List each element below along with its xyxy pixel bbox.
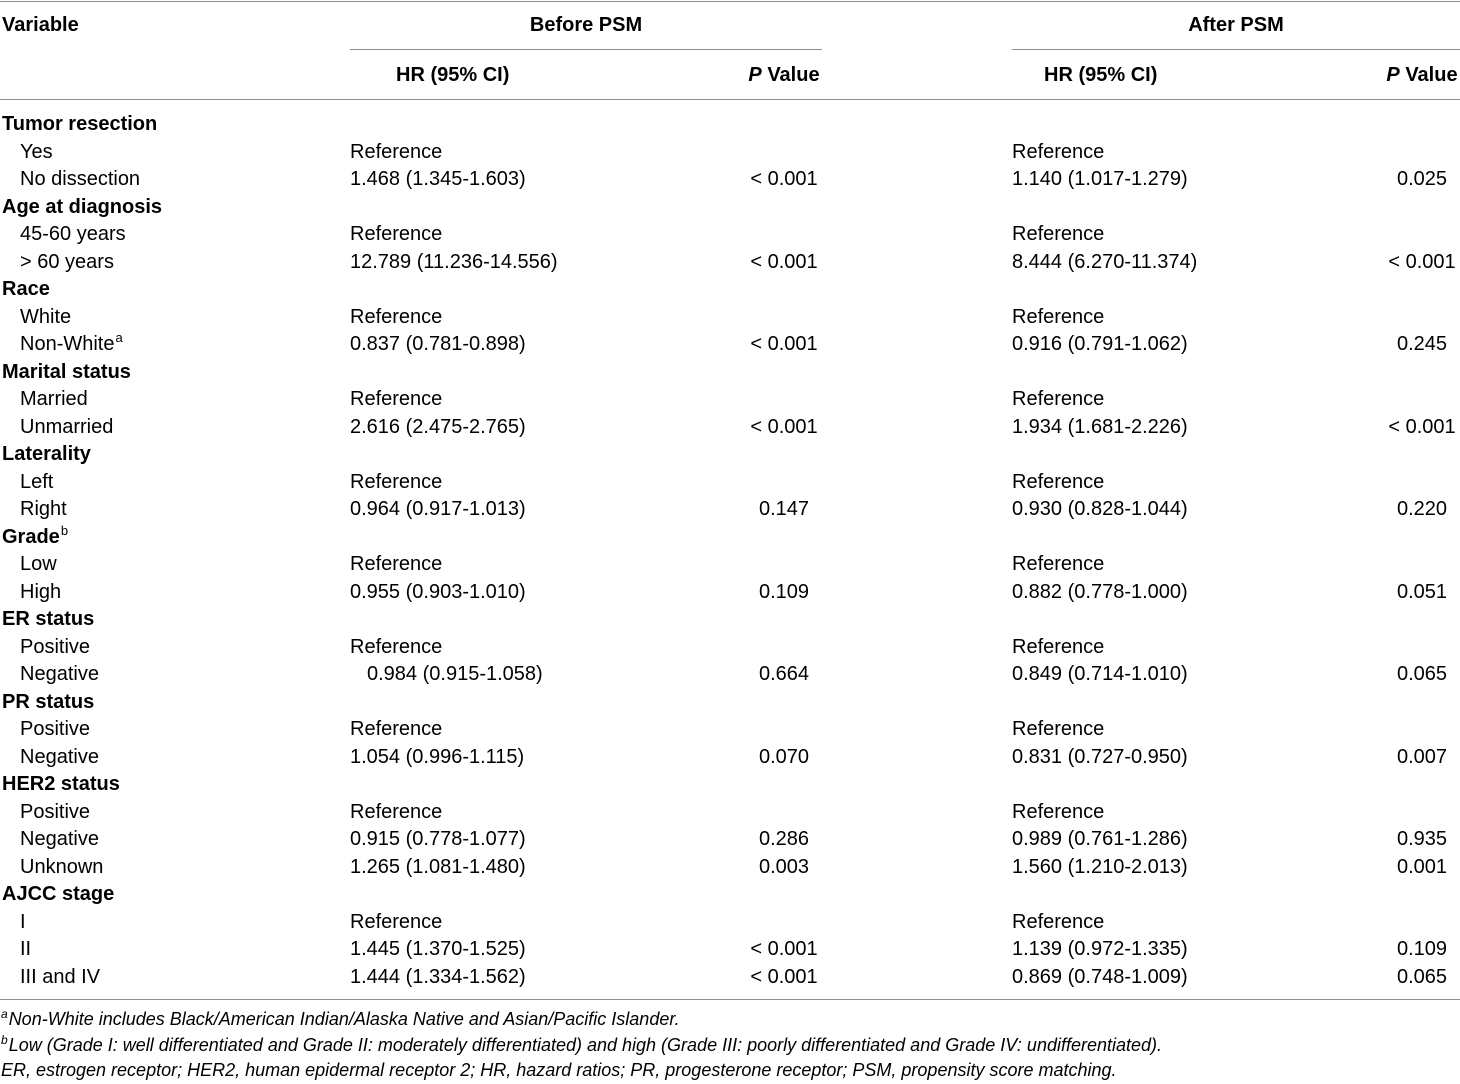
row-marital-status-unmarried [0, 414, 1460, 442]
row-marital-status-married [0, 386, 1460, 414]
after-p-cell: 0.025 [1396, 168, 1448, 190]
group-label-text: Marital status [2, 360, 131, 383]
group-row-race [0, 276, 1460, 304]
before-hr-cell: 1.445 (1.370-1.525) [350, 938, 526, 960]
before-p-cell: < 0.001 [750, 965, 818, 988]
row-er-status-positive [0, 634, 1460, 662]
after-hr-cell: Reference [1012, 388, 1105, 410]
footnote-b [1, 1033, 1460, 1059]
after-hr-cell: 1.139 (0.972-1.335) [1012, 938, 1188, 960]
row-label [0, 386, 350, 414]
row-grade-low [0, 551, 1460, 579]
row-tumor-resection-yes [0, 139, 1460, 167]
p-symbol: P [1386, 64, 1400, 86]
row-her2-status-positive [0, 799, 1460, 827]
value-word: Value [1405, 64, 1458, 86]
row-label [0, 304, 350, 332]
row-pr-status-positive [0, 716, 1460, 744]
row-label-text: Left [20, 470, 54, 493]
variable-header: Variable [2, 14, 79, 36]
row-label-text: II [20, 938, 32, 960]
after-p-cell: 0.007 [1396, 745, 1448, 768]
group-label-text: Race [2, 278, 50, 300]
before-p-cell: < 0.001 [750, 938, 818, 960]
row-ajcc-stage-i [0, 909, 1460, 937]
row-pr-status-negative [0, 744, 1460, 772]
before-hr-cell: Reference [350, 800, 443, 823]
group-label [0, 606, 350, 634]
after-psm-header: After PSM [1012, 2, 1460, 50]
before-p-cell: < 0.001 [750, 168, 818, 190]
group-label-text: Laterality [2, 443, 91, 465]
row-label [0, 744, 350, 772]
table-body [0, 100, 1460, 1000]
before-hr-cell: 2.616 (2.475-2.765) [350, 415, 526, 438]
after-p-cell: 0.065 [1396, 663, 1448, 685]
row-label-text: Yes [20, 140, 53, 163]
before-hr-cell: 12.789 (11.236-14.556) [350, 250, 558, 273]
before-p-cell: 0.070 [758, 745, 810, 768]
after-hr-cell: Reference [1012, 635, 1105, 658]
group-row-tumor-resection [0, 111, 1460, 139]
footnote-mark: a [1, 1007, 8, 1021]
before-hr-cell: 0.915 (0.778-1.077) [350, 828, 526, 850]
row-label [0, 799, 350, 827]
before-p-cell: 0.147 [758, 498, 810, 520]
after-hr-cell: 0.869 (0.748-1.009) [1012, 965, 1188, 988]
row-label [0, 496, 350, 524]
row-race-white [0, 304, 1460, 332]
row-label-text: Negative [20, 663, 99, 685]
row-ajcc-stage-ii [0, 936, 1460, 964]
p-symbol: P [748, 64, 762, 86]
after-hr-cell: 1.140 (1.017-1.279) [1012, 168, 1188, 190]
footnote-mark: a [115, 330, 123, 345]
after-p-cell: 0.220 [1396, 498, 1448, 520]
before-p-cell: 0.109 [758, 580, 810, 603]
after-hr-cell: Reference [1012, 140, 1105, 163]
group-label [0, 771, 350, 799]
after-hr-cell: Reference [1012, 470, 1105, 493]
after-hr-cell: Reference [1012, 553, 1105, 575]
footnote-a [1, 1007, 1460, 1033]
row-label [0, 331, 350, 359]
row-label-text: Non-White [20, 333, 115, 355]
before-hr-cell: Reference [350, 305, 443, 328]
after-hr-cell: 0.989 (0.761-1.286) [1012, 828, 1188, 850]
before-hr-cell: Reference [350, 140, 443, 163]
row-label [0, 579, 350, 607]
row-label [0, 634, 350, 662]
before-hr-cell: Reference [350, 718, 443, 740]
after-hr-cell: 0.882 (0.778-1.000) [1012, 580, 1188, 603]
after-hr-cell: 0.916 (0.791-1.062) [1012, 333, 1188, 355]
row-her2-status-unknown [0, 854, 1460, 882]
row-label-text: Low [20, 553, 57, 575]
row-label [0, 964, 350, 992]
group-label [0, 881, 350, 909]
before-psm-header: Before PSM [350, 2, 822, 50]
row-label [0, 936, 350, 964]
row-label-text: Married [20, 388, 88, 410]
before-hr-cell: Reference [350, 553, 443, 575]
group-row-age-at-diagnosis [0, 194, 1460, 222]
row-label [0, 716, 350, 744]
row-laterality-left [0, 469, 1460, 497]
row-label [0, 414, 350, 442]
row-age-at-diagnosis-45-60-years [0, 221, 1460, 249]
row-ajcc-stage-iii-and-iv [0, 964, 1460, 992]
after-p-cell: < 0.001 [1388, 250, 1456, 273]
group-label-text: Tumor resection [2, 113, 158, 135]
after-hr-cell: 1.934 (1.681-2.226) [1012, 415, 1188, 438]
group-label-text: ER status [2, 608, 95, 630]
row-label [0, 551, 350, 579]
footnote-text: ER, estrogen receptor; HER2, human epidermal receptor 2; HR, hazard ratios; PR, progesterone receptor; PSM, propensity score matching. [1, 1060, 1117, 1080]
after-p-cell: 0.245 [1396, 333, 1448, 355]
footnote-text: Low (Grade I: well differentiated and Grade II: moderately differentiated) and high (Grade III: poorly differentiated and Grade IV: undifferentiated). [8, 1034, 1163, 1055]
footnote-mark: b [1, 1032, 8, 1047]
before-hr-cell: 0.964 (0.917-1.013) [350, 498, 526, 520]
row-label [0, 854, 350, 882]
before-p-value-header [746, 50, 822, 99]
before-hr-cell: 1.444 (1.334-1.562) [350, 965, 526, 988]
after-p-cell: 0.065 [1396, 965, 1448, 988]
row-race-non-white [0, 331, 1460, 359]
group-row-er-status [0, 606, 1460, 634]
group-label-text: Age at diagnosis [2, 195, 163, 218]
row-label-text: III and IV [20, 965, 101, 988]
group-row-pr-status [0, 689, 1460, 717]
footnote-abbreviations [1, 1058, 1460, 1084]
group-label [0, 194, 350, 222]
group-label-text: PR status [2, 690, 95, 713]
group-row-her2-status [0, 771, 1460, 799]
before-hr-cell: Reference [350, 223, 443, 245]
row-grade-high [0, 579, 1460, 607]
row-label-text: I [20, 910, 26, 933]
before-hr-cell: Reference [350, 388, 443, 410]
after-p-cell: 0.051 [1396, 580, 1448, 603]
after-hr-cell: Reference [1012, 800, 1105, 823]
after-p-cell: < 0.001 [1388, 415, 1456, 438]
row-label [0, 826, 350, 854]
group-label [0, 276, 350, 304]
after-hr-cell: 0.849 (0.714-1.010) [1012, 663, 1188, 685]
before-hr-cell: 0.984 (0.915-1.058) [367, 663, 543, 685]
after-p-value-header [1384, 50, 1460, 99]
group-label [0, 524, 350, 552]
value-word: Value [767, 64, 820, 86]
row-label-text: Unmarried [20, 415, 114, 438]
after-hr-cell: Reference [1012, 223, 1105, 245]
row-label-text: High [20, 580, 62, 603]
group-row-laterality [0, 441, 1460, 469]
group-label-text: Grade [2, 525, 60, 548]
before-p-cell: < 0.001 [750, 250, 818, 273]
row-label-text: Negative [20, 828, 99, 850]
before-p-cell: 0.003 [758, 855, 810, 878]
before-p-cell: 0.664 [758, 663, 810, 685]
before-hr-header: HR (95% CI) [396, 64, 510, 86]
before-hr-cell: Reference [350, 910, 443, 933]
header-row-columns [0, 50, 1460, 100]
before-hr-cell: 1.054 (0.996-1.115) [350, 745, 525, 768]
after-hr-header: HR (95% CI) [1044, 64, 1158, 86]
before-hr-cell: Reference [350, 470, 443, 493]
row-label [0, 221, 350, 249]
row-her2-status-negative [0, 826, 1460, 854]
row-label [0, 139, 350, 167]
after-hr-cell: 1.560 (1.210-2.013) [1012, 855, 1188, 878]
row-label-text: 45-60 years [20, 223, 126, 245]
after-hr-cell: Reference [1012, 910, 1105, 933]
group-row-marital-status [0, 359, 1460, 387]
row-label [0, 469, 350, 497]
before-hr-cell: 1.265 (1.081-1.480) [350, 855, 526, 878]
before-p-cell: < 0.001 [750, 415, 818, 438]
row-label-text: Negative [20, 745, 99, 768]
row-label [0, 166, 350, 194]
after-p-cell: 0.935 [1396, 828, 1448, 850]
after-hr-cell: Reference [1012, 718, 1105, 740]
before-hr-cell: Reference [350, 635, 443, 658]
group-label [0, 111, 350, 139]
row-label-text: White [20, 305, 72, 328]
before-hr-cell: 1.468 (1.345-1.603) [350, 168, 526, 190]
after-hr-cell: 8.444 (6.270-11.374) [1012, 250, 1198, 273]
group-row-grade [0, 524, 1460, 552]
row-laterality-right [0, 496, 1460, 524]
row-er-status-negative [0, 661, 1460, 689]
after-hr-cell: Reference [1012, 305, 1105, 328]
group-label-text: AJCC stage [2, 883, 115, 905]
before-p-cell: 0.286 [758, 828, 810, 850]
group-label-text: HER2 status [2, 773, 120, 795]
group-row-ajcc-stage [0, 881, 1460, 909]
footnote-mark: b [60, 522, 69, 538]
group-label [0, 359, 350, 387]
row-label [0, 909, 350, 937]
row-label-text: Positive [20, 800, 91, 823]
after-hr-cell: 0.930 (0.828-1.044) [1012, 498, 1188, 520]
row-label-text: Unknown [20, 855, 104, 878]
row-age-at-diagnosis-60-years [0, 249, 1460, 277]
footnotes [0, 1000, 1460, 1084]
before-hr-cell: 0.955 (0.903-1.010) [350, 580, 526, 603]
row-label [0, 661, 350, 689]
row-label-text: Right [20, 498, 67, 520]
row-label-text: No dissection [20, 168, 141, 190]
hazard-ratio-table [0, 1, 1460, 1000]
group-label [0, 689, 350, 717]
row-label-text: > 60 years [20, 250, 114, 273]
group-label [0, 441, 350, 469]
after-p-cell: 0.001 [1396, 855, 1448, 878]
row-label-text: Positive [20, 635, 91, 658]
header-row-groups [0, 2, 1460, 50]
before-hr-cell: 0.837 (0.781-0.898) [350, 333, 526, 355]
row-label-text: Positive [20, 718, 91, 740]
footnote-text: Non-White includes Black/American Indian/Alaska Native and Asian/Pacific Islander. [8, 1009, 680, 1029]
row-tumor-resection-no-dissection [0, 166, 1460, 194]
row-label [0, 249, 350, 277]
before-p-cell: < 0.001 [750, 333, 818, 355]
after-p-cell: 0.109 [1396, 938, 1448, 960]
after-hr-cell: 0.831 (0.727-0.950) [1012, 745, 1188, 768]
